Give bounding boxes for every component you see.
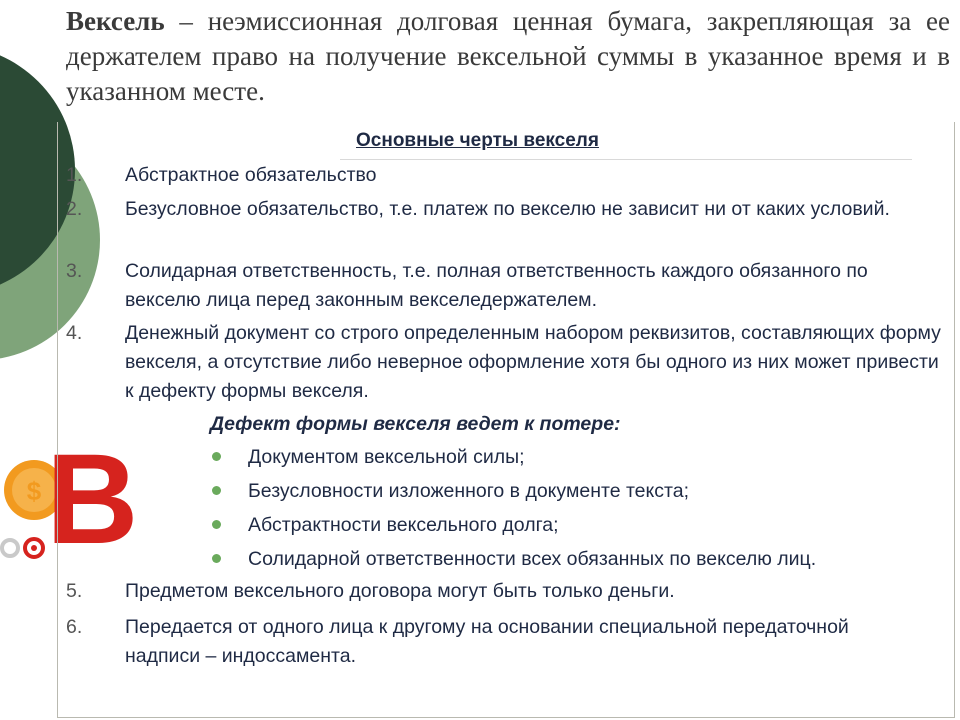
svg-text:$: $ <box>26 476 42 506</box>
list-item: Передается от одного лица к другому на основании специальной передаточной надписи – индоссамента. <box>125 616 849 667</box>
list-item: Предметом вексельного договора могут быть только деньги. <box>125 580 675 602</box>
list-number: 6. <box>66 616 83 638</box>
list-item: Денежный документ со строго определенным набором реквизитов, составляющих форму векселя, а отсутствие либо неверное оформление хотя бы одного из них может привести к дефекту формы векселя. <box>125 322 941 402</box>
bullet-item: Абстрактности вексельного долга; <box>248 514 559 536</box>
bullet-item: Документом вексельной силы; <box>248 446 525 468</box>
section-heading: Основные черты векселя <box>356 130 599 151</box>
defect-heading: Дефект формы векселя ведет к потере: <box>210 413 621 435</box>
list-item: Солидарная ответственность, т.е. полная ответственность каждого обязанного по векселю лица перед законным векселедержателем. <box>125 260 868 311</box>
definition-text: – неэмиссионная долговая ценная бумага, закрепляющая за ее держателем право на получение вексельной суммы в указанное время и в указанном месте. <box>66 6 950 106</box>
list-number: 1. <box>66 164 83 186</box>
bullet-item: Солидарной ответственности всех обязанных по векселю лиц. <box>248 548 817 570</box>
gear-icon <box>2 539 43 557</box>
heading-divider <box>340 159 912 160</box>
bullet-icon <box>212 486 221 495</box>
bullet-icon <box>212 554 221 563</box>
bullet-item: Безусловности изложенного в документе текста; <box>248 480 689 502</box>
list-number: 2. <box>66 198 83 220</box>
term: Вексель <box>66 6 165 36</box>
list-item: Безусловное обязательство, т.е. платеж по векселю не зависит ни от каких условий. <box>125 198 890 220</box>
definition-paragraph <box>66 4 950 109</box>
list-number: 3. <box>66 260 83 282</box>
list-number: 5. <box>66 580 83 602</box>
list-item: Абстрактное обязательство <box>125 164 377 186</box>
bullet-icon <box>212 520 221 529</box>
bullet-icon <box>212 452 221 461</box>
logo-letter: В <box>46 428 139 571</box>
list-number: 4. <box>66 322 83 344</box>
